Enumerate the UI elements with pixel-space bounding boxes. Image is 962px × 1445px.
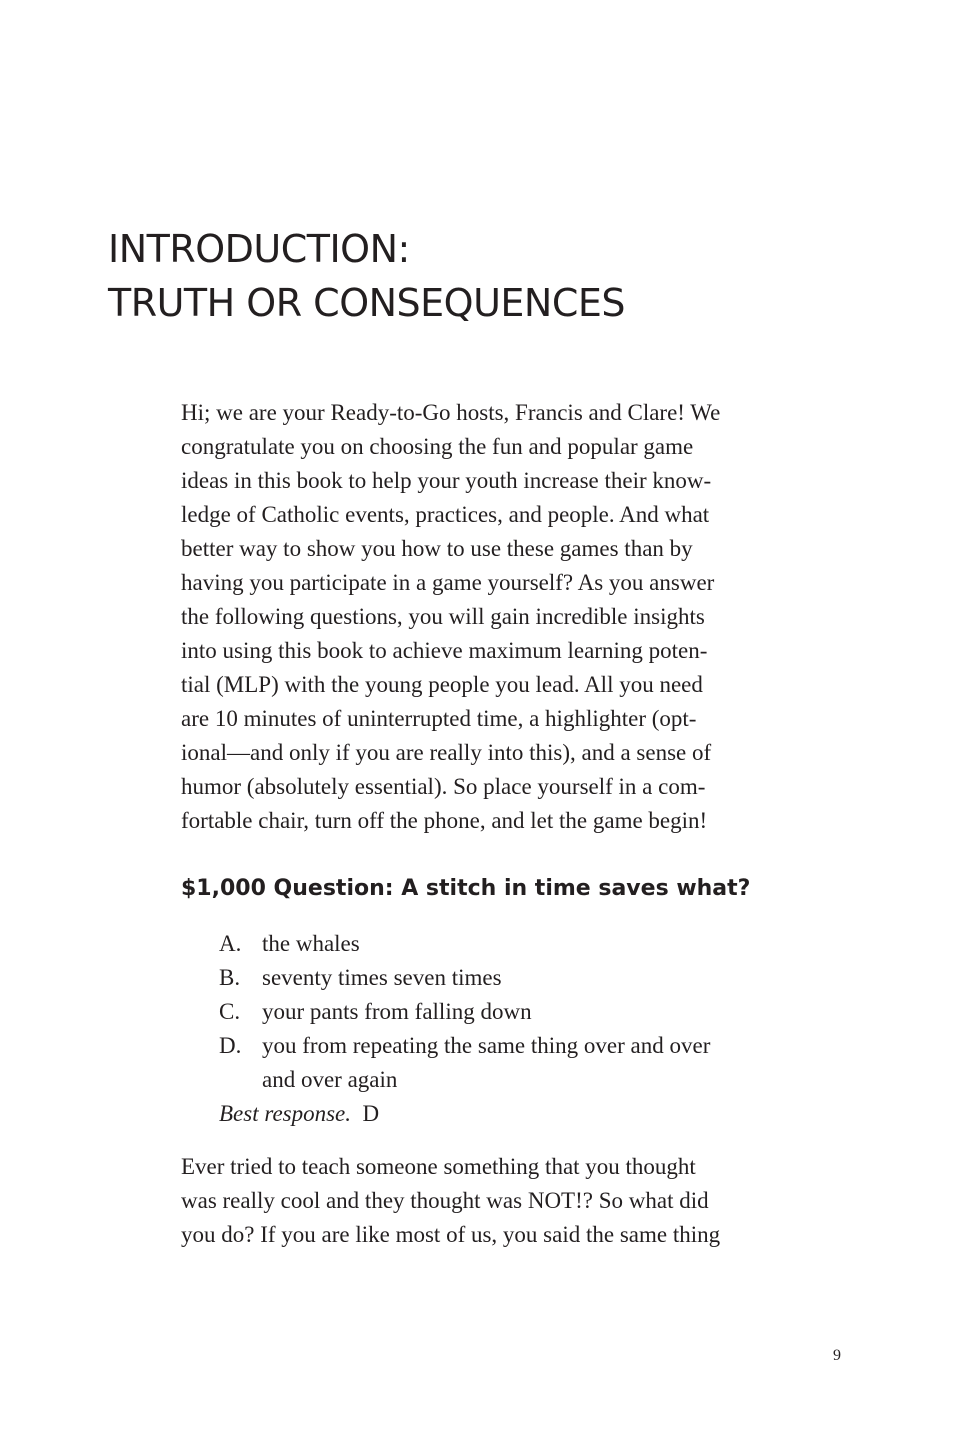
best-response-value: D [362,1101,380,1126]
question-heading: $1,000 Question: A stitch in time saves what? [181,876,751,901]
chapter-heading-line-2: TRUTH OR CONSEQUENCES [108,281,626,325]
answer-option-b [219,961,779,995]
intro-line: having you participate in a game yourself? As you answer [181,570,715,595]
closing-paragraph [181,1150,785,1252]
intro-line: tial (MLP) with the young people you lead. All you need [181,672,703,697]
intro-paragraph [181,396,785,838]
intro-line: ledge of Catholic events, practices, and people. And what [181,502,710,527]
answer-text [262,995,532,1029]
answer-letter: A. [219,931,242,956]
best-response [219,1097,379,1131]
answer-text [262,1029,710,1097]
closing-line: you do? If you are like most of us, you said the same thing [181,1222,721,1247]
intro-line: into using this book to achieve maximum learning poten- [181,638,708,663]
answer-text [262,961,502,995]
answer-text-line: your pants from falling down [262,999,532,1024]
closing-line: Ever tried to teach someone something that you thought [181,1154,696,1179]
answer-text-line: the whales [262,931,360,956]
answer-letter: C. [219,999,241,1024]
intro-line: Hi; we are your Ready-to-Go hosts, Francis and Clare! We [181,400,721,425]
answer-list [219,927,779,1097]
intro-line: are 10 minutes of uninterrupted time, a highlighter (opt- [181,706,697,731]
answer-option-c [219,995,779,1029]
answer-text-line: you from repeating the same thing over and over [262,1033,711,1058]
intro-line: ional—and only if you are really into this), and a sense of [181,740,712,765]
closing-line: was really cool and they thought was NOT!? So what did [181,1188,709,1213]
intro-line: better way to show you how to use these games than by [181,536,693,561]
intro-line: fortable chair, turn off the phone, and let the game begin! [181,808,708,833]
page-number: 9 [833,1347,841,1364]
intro-line: ideas in this book to help your youth increase their know- [181,468,712,493]
answer-letter: B. [219,965,241,990]
answer-letter: D. [219,1033,242,1058]
best-response-label: Best response. [219,1101,352,1126]
answer-option-a [219,927,779,961]
chapter-heading-line-1: INTRODUCTION: [108,227,410,271]
answer-text [262,927,360,961]
intro-line: the following questions, you will gain incredible insights [181,604,705,629]
answer-option-d [219,1029,779,1097]
intro-line: congratulate you on choosing the fun and popular game [181,434,694,459]
intro-line: humor (absolutely essential). So place yourself in a com- [181,774,706,799]
answer-text-line: seventy times seven times [262,965,502,990]
answer-text-line: and over again [262,1067,398,1092]
chapter-heading [108,222,625,330]
